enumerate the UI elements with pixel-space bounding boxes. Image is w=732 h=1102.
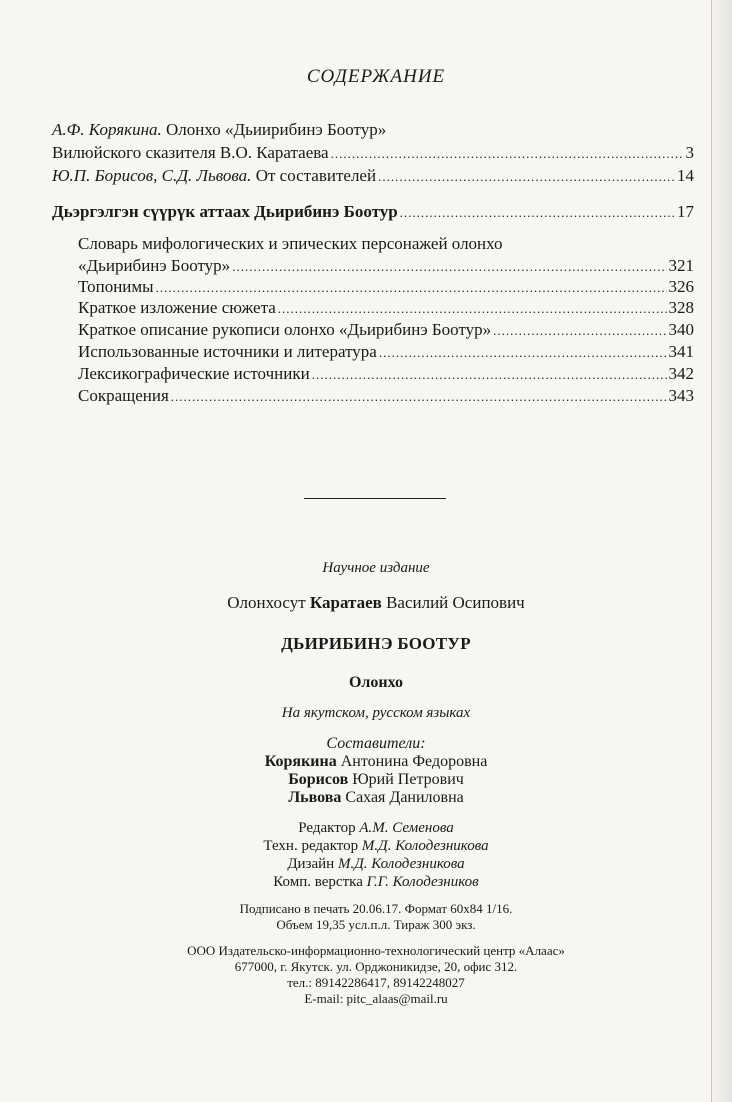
toc-leader-dots — [331, 143, 684, 165]
compiler-3-surname: Львова — [288, 789, 342, 806]
toc-sub-5-page: 341 — [668, 342, 694, 361]
toc-sub-1-page: 321 — [668, 256, 694, 275]
toc-sub-2-page: 326 — [668, 277, 694, 296]
staff-layout-person: Г.Г. Колодезников — [366, 874, 479, 890]
publisher-email: E-mail: pitc_alaas@mail.ru — [304, 991, 448, 1006]
compiler-1 — [0, 753, 732, 771]
toc-entry-1-title-part: Олонхо «Дьиирибинэ Боотур» — [161, 120, 387, 139]
publisher-phone: тел.: 89142286417, 89142248027 — [287, 975, 465, 990]
book-title: ДЬИРИБИНЭ БООТУР — [281, 634, 471, 653]
staff-tech-editor — [0, 837, 732, 855]
compiler-2 — [0, 771, 732, 789]
toc-leader-dots — [171, 386, 667, 408]
toc-leader-dots — [278, 298, 667, 320]
toc-entry-1-author: А.Ф. Корякина. — [52, 120, 162, 139]
toc-sub-4-page: 340 — [668, 320, 694, 339]
compiler-1-surname: Корякина — [264, 753, 337, 770]
toc-entry-2-authors: Ю.П. Борисов, С.Д. Львова. — [52, 166, 252, 185]
toc-leader-dots — [379, 342, 667, 364]
print-info-line-2: Объем 19,35 усл.п.л. Тираж 300 экз. — [276, 917, 476, 932]
staff-layout — [0, 873, 732, 891]
toc-sub-1 — [78, 255, 694, 278]
toc-entry-2 — [52, 165, 694, 188]
toc-sub-6-title: Лексикографические источники — [78, 364, 310, 383]
toc-leader-dots — [493, 320, 666, 342]
toc-entry-3-page: 17 — [677, 202, 694, 221]
staff-editor-person: А.М. Семенова — [359, 820, 454, 836]
toc-sub-5-title: Использованные источники и литература — [78, 342, 377, 361]
toc-sub-3-page: 328 — [668, 298, 694, 317]
compiler-3 — [0, 789, 732, 807]
page-edge-line — [711, 0, 712, 1102]
staff-design — [0, 855, 732, 873]
compiler-2-surname: Борисов — [288, 771, 349, 788]
compiler-3-name: Сахая Даниловна — [341, 789, 464, 806]
staff-editor — [0, 819, 732, 837]
toc-sub-6 — [78, 363, 694, 386]
compilers-label: Составители: — [326, 735, 426, 752]
staff-design-role: Дизайн — [287, 856, 338, 872]
toc-entry-1-page: 3 — [685, 143, 694, 162]
toc-sub-4-title: Краткое описание рукописи олонхо «Дьирибинэ Боотур» — [78, 320, 492, 339]
toc-sub-1-line-1: Словарь мифологических и эпических персонажей олонхо — [78, 234, 503, 253]
toc-sub-2-title: Топонимы — [78, 277, 154, 296]
staff-tech-editor-person: М.Д. Колодезникова — [361, 838, 489, 854]
toc-entry-2-title: От составителей — [251, 166, 377, 185]
toc-sub-5 — [78, 341, 694, 364]
toc-leader-dots — [378, 166, 675, 188]
section-divider — [304, 498, 446, 499]
toc-sub-6-page: 342 — [668, 364, 694, 383]
staff-editor-role: Редактор — [298, 820, 360, 836]
genre: Олонхо — [348, 674, 404, 691]
toc-sub-1-title: «Дьирибинэ Боотур» — [78, 256, 231, 275]
toc-leader-dots — [400, 202, 675, 224]
toc-entry-2-text — [52, 165, 376, 187]
author-name: Василий Осипович — [381, 593, 525, 612]
compiler-2-name: Юрий Петрович — [348, 771, 464, 788]
toc-heading: СОДЕРЖАНИЕ — [306, 66, 446, 87]
staff-design-person: М.Д. Колодезникова — [337, 856, 465, 872]
toc-entry-3-title: Дьэргэлгэн сүүрүк аттаах Дьирибинэ Боотур — [52, 202, 398, 221]
toc-leader-dots — [312, 364, 667, 386]
languages: На якутском, русском языках — [281, 705, 471, 721]
toc-sub-7-page: 343 — [668, 386, 694, 405]
toc-sub-7-title: Сокращения — [78, 386, 169, 405]
toc-entry-1-line-1 — [52, 119, 386, 141]
toc-leader-dots — [232, 256, 666, 278]
edition-type: Научное издание — [322, 560, 430, 576]
author-line — [0, 593, 732, 613]
toc-entry-1-line-2 — [52, 142, 694, 165]
toc-sub-3 — [78, 297, 694, 320]
toc-sub-4 — [78, 319, 694, 342]
toc-leader-dots — [156, 277, 667, 299]
toc-entry-2-page: 14 — [677, 166, 694, 185]
print-info-line-1: Подписано в печать 20.06.17. Формат 60х84 1/16. — [239, 901, 513, 916]
author-prefix: Олонхосут — [227, 593, 310, 612]
staff-tech-editor-role: Техн. редактор — [263, 838, 362, 854]
publisher-name: ООО Издательско-информационно-технологический центр «Алаас» — [187, 943, 565, 958]
toc-entry-3 — [52, 201, 694, 224]
compiler-1-name: Антонина Федоровна — [336, 753, 488, 770]
publisher-address: 677000, г. Якутск. ул. Орджоникидзе, 20, офис 312. — [234, 959, 518, 974]
toc-entry-1-title-rest: Вилюйского сказителя В.О. Каратаева — [52, 143, 329, 162]
page-edge-shadow — [710, 0, 732, 1102]
staff-layout-role: Комп. верстка — [273, 874, 367, 890]
author-surname: Каратаев — [309, 593, 382, 612]
toc-sub-2 — [78, 276, 694, 299]
toc-sub-7 — [78, 385, 694, 408]
toc-sub-3-title: Краткое изложение сюжета — [78, 298, 276, 317]
